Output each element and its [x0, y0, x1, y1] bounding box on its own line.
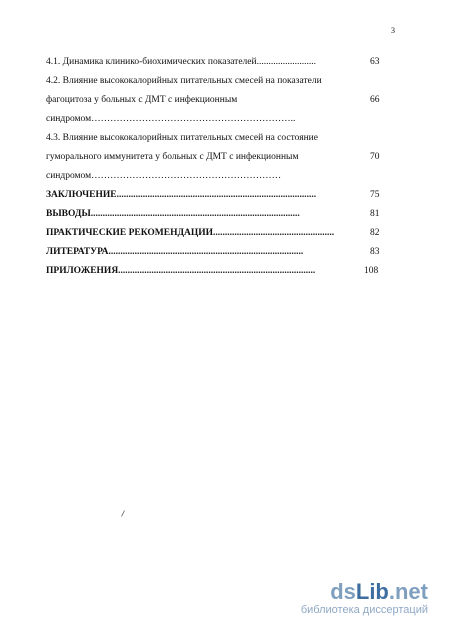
- toc-entry-title: синдромом……………………………………………………: [46, 171, 282, 181]
- toc-entry-page: 70: [370, 152, 380, 162]
- watermark-caption: библиотека диссертаций: [300, 604, 428, 616]
- toc-entry-title: 4.3. Влияние высококалорийных питательных смесей на состояние: [46, 133, 318, 143]
- toc-entry-page: 108: [364, 266, 379, 276]
- toc-entry-title: фагоцитоза у больных с ДМТ с инфекционным: [46, 95, 238, 105]
- toc-entry-page: 63: [370, 57, 380, 67]
- toc-entry-title: ЛИТЕРАТУРА..................................................................................: [46, 247, 304, 257]
- page-number: 3: [391, 26, 395, 35]
- toc-entry-title: ПРАКТИЧЕСКИЕ РЕКОМЕНДАЦИИ...................................................: [46, 228, 335, 238]
- dslib-watermark: [301, 581, 428, 616]
- toc-entry-page: 66: [370, 95, 380, 105]
- toc-entry-title: синдромом………………………………………………………..: [46, 114, 296, 124]
- toc-entry-page: 82: [370, 228, 380, 238]
- toc-entry-page: 83: [370, 247, 380, 257]
- toc-entry-title: гуморального иммунитета у больных с ДМТ с инфекционным: [46, 152, 299, 162]
- toc-entry-title: ПРИЛОЖЕНИЯ...................................................................................: [46, 266, 316, 276]
- toc-entry-title: ЗАКЛЮЧЕНИЕ....................................................................................: [46, 190, 317, 200]
- toc-entry-page: 81: [370, 209, 380, 219]
- toc-entry-title: 4.2. Влияние высококалорийных питательных смесей на показатели: [46, 76, 322, 86]
- dslib-logo: dsLib.net: [330, 579, 428, 604]
- toc-entry-page: 75: [370, 190, 380, 200]
- toc-entry-title: 4.1. Динамика клинико-биохимических показателей.........................: [46, 57, 316, 67]
- toc-entry-title: ВЫВОДЫ........................................................................................: [46, 209, 300, 219]
- pen-mark: [121, 510, 125, 517]
